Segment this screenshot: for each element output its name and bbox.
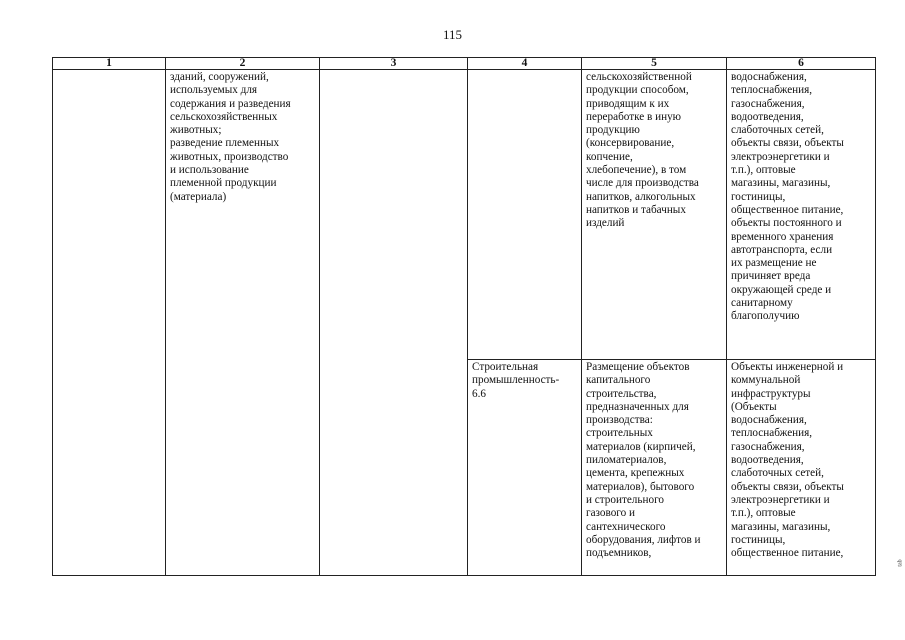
page-number: 115 [442,27,463,42]
cell-permitted-objects: Объекты инженерной и коммунальной инфраструктуры (Объекты водоснабжения, теплоснабжения, газоснабжения, водоотведения, слаботочных сетей, объекты связи, объекты электроэнергетики и т.п.), оптовые магазины, магазины, гостиницы, общественное питание, [727,360,876,576]
table-row [53,70,876,360]
regulation-table [52,57,876,576]
cell-col-6: водоснабжения, теплоснабжения, газоснабжения, водоотведения, слаботочных сетей, объекты связи, объекты электроэнергетики и т.п.), оптовые магазины, магазины, гостиницы, общественное питание, объекты постоянного и временного хранения автотранспорта, если их размещение не причиняет вреда окружающей среде и санитарному благополучию [727,70,876,360]
header-col-5: 5 [582,58,727,70]
cell-activity-description: Размещение объектов капитального строительства, предназначенных для производства: строительных материалов (кирпичей, пиломатериалов, цемента, крепежных материалов), бытового и строительного газового и сантехнического оборудования, лифтов и подъемников, [582,360,727,576]
cell-col-4 [468,70,582,360]
header-col-6: 6 [727,58,876,70]
side-margin-mark: tab [897,559,904,567]
cell-col-1 [53,70,166,576]
cell-col-5: сельскохозяйственной продукции способом, приводящим к их переработке в иную продукцию (консервирование, копчение, хлебопечение), в том числе для производства напитков, алкогольных напитков и табачных изделий [582,70,727,360]
header-col-2: 2 [166,58,320,70]
header-col-4: 4 [468,58,582,70]
cell-activity-name: Строительная промышленность- 6.6 [468,360,582,576]
cell-col-2: зданий, сооружений, используемых для содержания и разведения сельскохозяйственных животных; разведение племенных животных, производство и использование племенной продукции (материала) [166,70,320,576]
header-col-3: 3 [320,58,468,70]
cell-col-3 [320,70,468,576]
header-row [53,58,876,70]
header-col-1: 1 [53,58,166,70]
